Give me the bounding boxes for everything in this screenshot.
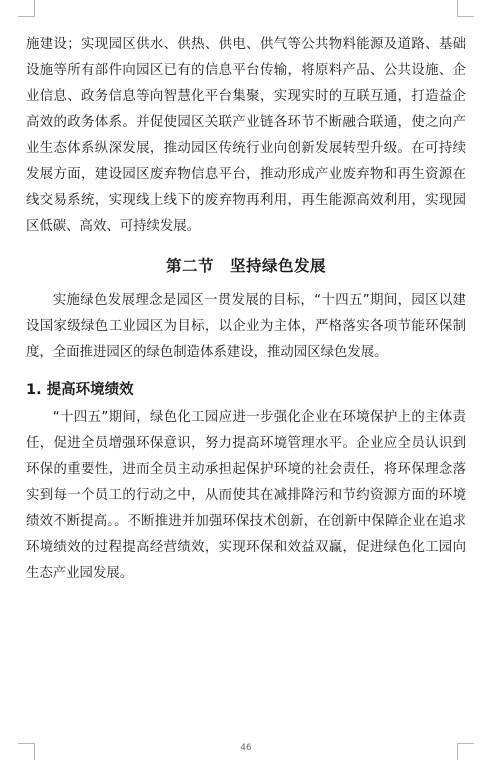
subheading-environmental-performance: 1. 提高环境绩效 [26,382,134,398]
page-number: 46 [240,743,252,753]
crop-mark-top-left [18,0,35,17]
section-title: 第二节 坚持绿色发展 [165,257,326,275]
page-content [26,32,466,587]
crop-mark-top-right [457,0,474,17]
paragraph-green-development: 实施绿色发展理念是园区一贯发展的目标，“十四五”期间，园区以建设国家级绿色工业园区为目标，以企业为主体，严格落实各项节能环保制度，全面推进园区的绿色制造体系建设，推动园区绿色发展。 [26,293,466,360]
paragraph-continued: 施建设；实现园区供水、供热、供电、供气等公共物料能源及道路、基础设施等所有部件向园区已有的信息平台传输，将原料产品、公共设施、企业信息、政务信息等向智慧化平台集聚，实现实时的互联互通，打造益企高效的政务体系。并促使园区关联产业链各环节不断融合联通，使之向产业生态体系纵深发展，推动园区传统行业向创新发展转型升级。在可持续发展方面，建设园区废弃物信息平台，推动形成产业废弃物和再生资源在线交易系统，实现线上线下的废弃物再利用，再生能源高效利用，实现园区低碳、高效、可持续发展。 [26,37,466,234]
paragraph-environmental-performance: “十四五”期间，绿色化工园应进一步强化企业在环境保护上的主体责任，促进全员增强环保意识，努力提高环境管理水平。企业应全员认识到环保的重要性，进而全员主动承担起保护环境的社会责任，将环保理念落实到每一个员工的行动之中，从而使其在减排降污和节约资源方面的环境绩效不断提高。。不断推进并加强环保技术创新，在创新中保障企业在追求环境绩效的过程提高经营绩效，实现环保和效益双赢，促进绿色化工园向生态产业园发展。 [26,410,466,581]
